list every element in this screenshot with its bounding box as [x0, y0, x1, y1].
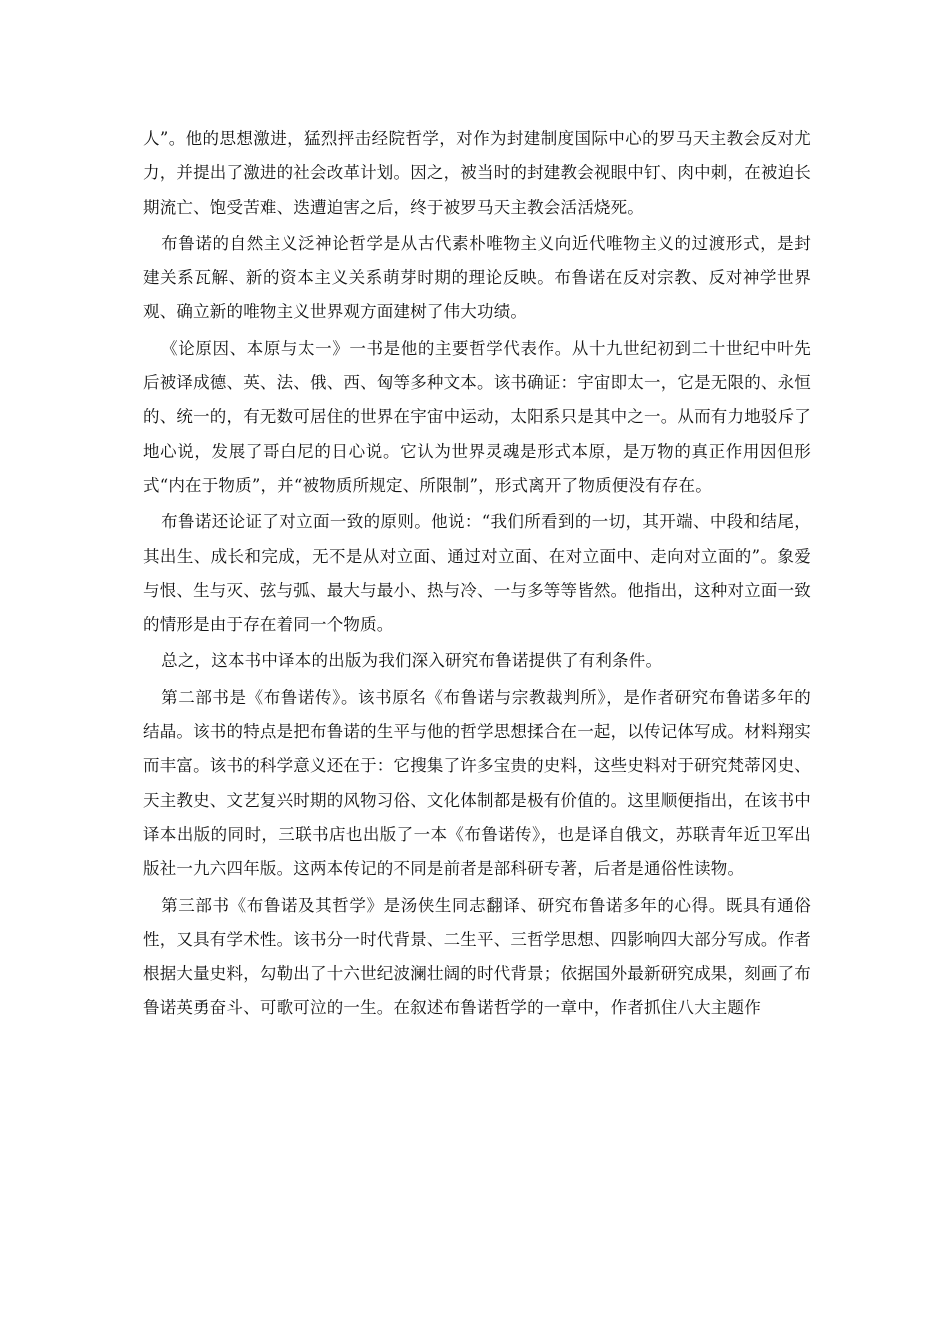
paragraph-1: 人”。他的思想激进，猛烈抨击经院哲学，对作为封建制度国际中心的罗马天主教会反对尤力，并提出了激进的社会改革计划。因之，被当时的封建教会视眼中钉、肉中刺，在被迫长期流亡、饱受苦难、迭遭迫害之后，终于被罗马天主教会活活烧死。 — [143, 129, 811, 217]
paragraph-7: 第三部书《布鲁诺及其哲学》是汤侠生同志翻译、研究布鲁诺多年的心得。既具有通俗性，又具有学术性。该书分一时代背景、二生平、三哲学思想、四影响四大部分写成。作者根据大量史料，勾勒出了十六世纪波澜壮阔的时代背景；依据国外最新研究成果，刻画了布鲁诺英勇奋斗、可歌可泣的一生。在叙述布鲁诺哲学的一章中，作者抓住八大主题作 — [143, 895, 811, 1018]
paragraph-5: 总之，这本书中译本的出版为我们深入研究布鲁诺提供了有利条件。 — [161, 651, 663, 671]
document-page — [143, 122, 811, 1028]
paragraph-3: 《论原因、本原与太一》一书是他的主要哲学代表作。从十九世纪初到二十世纪中叶先后被译成德、英、法、俄、西、匈等多种文本。该书确证：宇宙即太一，它是无限的、永恒的、统一的，有无数可居住的世界在宇宙中运动，太阳系只是其中之一。从而有力地驳斥了地心说，发展了哥白尼的日心说。它认为世界灵魂是形式本原，是万物的真正作用因但形式“内在于物质”，并“被物质所规定、所限制”，形式离开了物质便没有存在。 — [143, 338, 811, 495]
paragraph-6: 第二部书是《布鲁诺传》。该书原名《布鲁诺与宗教裁判所》，是作者研究布鲁诺多年的结晶。该书的特点是把布鲁诺的生平与他的哲学思想揉合在一起，以传记体写成。材料翔实而丰富。该书的科学意义还在于：它搜集了许多宝贵的史料，这些史料对于研究梵蒂冈史、天主教史、文艺复兴时期的风物习俗、文化体制都是极有价值的。这里顺便指出，在该书中译本出版的同时，三联书店也出版了一本《布鲁诺传》，也是译自俄文，苏联青年近卫军出版社一九六四年版。这两本传记的不同是前者是部科研专著，后者是通俗性读物。 — [143, 687, 811, 879]
paragraph-2: 布鲁诺的自然主义泛神论哲学是从古代素朴唯物主义向近代唯物主义的过渡形式，是封建关系瓦解、新的资本主义关系萌芽时期的理论反映。布鲁诺在反对宗教、反对神学世界观、确立新的唯物主义世界观方面建树了伟大功绩。 — [143, 233, 811, 322]
paragraph-4: 布鲁诺还论证了对立面一致的原则。他说：“我们所看到的一切，其开端、中段和结尾，其出生、成长和完成，无不是从对立面、通过对立面、在对立面中、走向对立面的”。象爱与恨、生与灭、弦与弧、最大与最小、热与冷、一与多等等皆然。他指出，这种对立面一致的情形是由于存在着同一个物质。 — [143, 512, 811, 635]
